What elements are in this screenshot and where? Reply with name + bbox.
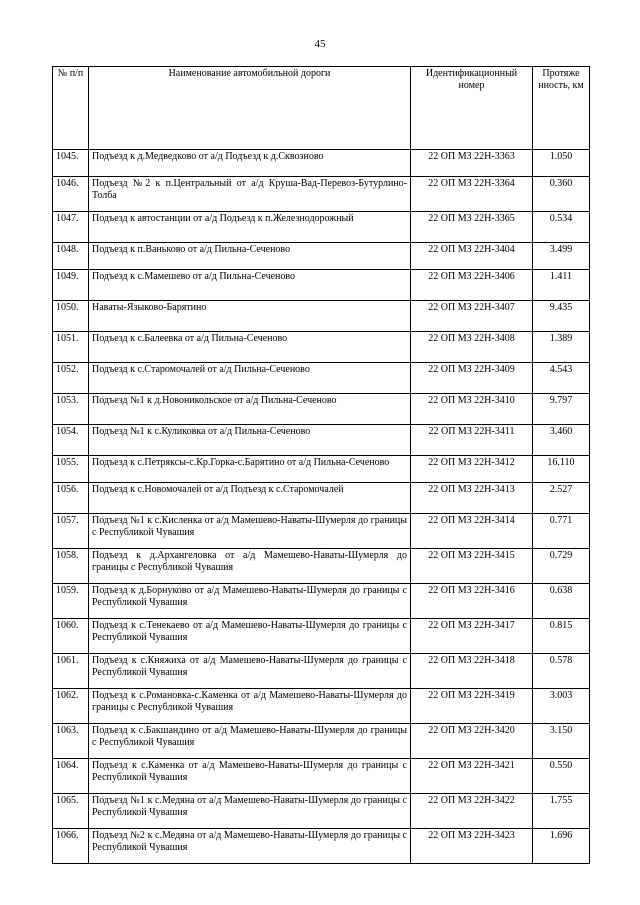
row-num: 1061. bbox=[53, 654, 89, 689]
row-num: 1046. bbox=[53, 177, 89, 212]
row-num: 1051. bbox=[53, 332, 89, 363]
row-num: 1065. bbox=[53, 794, 89, 829]
row-length: 16.110 bbox=[533, 456, 590, 483]
row-name: Подъезд №2 к п.Центральный от а/д Круша-Вад-Перевоз-Бутурлино-Толба bbox=[89, 177, 411, 212]
row-num: 1049. bbox=[53, 270, 89, 301]
row-name: Подъезд №1 к с.Медяна от а/д Мамешево-Наваты-Шумерля до границы с Республикой Чувашия bbox=[89, 794, 411, 829]
table-row bbox=[53, 270, 590, 301]
row-id: 22 ОП МЗ 22Н-3413 bbox=[411, 483, 533, 514]
row-length: 0.550 bbox=[533, 759, 590, 794]
row-id: 22 ОП МЗ 22Н-3411 bbox=[411, 425, 533, 456]
row-length: 3.499 bbox=[533, 243, 590, 270]
table-row bbox=[53, 514, 590, 549]
row-length: 1.755 bbox=[533, 794, 590, 829]
row-id: 22 ОП МЗ 22Н-3410 bbox=[411, 394, 533, 425]
row-num: 1062. bbox=[53, 689, 89, 724]
row-num: 1064. bbox=[53, 759, 89, 794]
row-id: 22 ОП МЗ 22Н-3404 bbox=[411, 243, 533, 270]
row-name: Подъезд №1 к с.Куликовка от а/д Пильна-Сеченово bbox=[89, 425, 411, 456]
table-row bbox=[53, 394, 590, 425]
row-id: 22 ОП МЗ 22Н-3420 bbox=[411, 724, 533, 759]
row-id: 22 ОП МЗ 22Н-3408 bbox=[411, 332, 533, 363]
table-row bbox=[53, 549, 590, 584]
table-row bbox=[53, 829, 590, 864]
row-name: Подъезд к с.Петряксы-с.Кр.Горка-с.Барятино от а/д Пильна-Сеченово bbox=[89, 456, 411, 483]
table-row bbox=[53, 332, 590, 363]
row-length: 0.815 bbox=[533, 619, 590, 654]
row-name: Подъезд к с.Романовка-с.Каменка от а/д Мамешево-Наваты-Шумерля до границы с Республикой Чувашия bbox=[89, 689, 411, 724]
row-length: 4.543 bbox=[533, 363, 590, 394]
row-id: 22 ОП МЗ 22Н-3422 bbox=[411, 794, 533, 829]
table-row bbox=[53, 363, 590, 394]
table-row bbox=[53, 794, 590, 829]
table-row bbox=[53, 689, 590, 724]
row-num: 1057. bbox=[53, 514, 89, 549]
table-row bbox=[53, 584, 590, 619]
row-length: 1.411 bbox=[533, 270, 590, 301]
row-length: 3.150 bbox=[533, 724, 590, 759]
row-id: 22 ОП МЗ 22Н-3409 bbox=[411, 363, 533, 394]
table-header-row bbox=[53, 67, 590, 150]
row-length: 0.638 bbox=[533, 584, 590, 619]
table-row bbox=[53, 177, 590, 212]
row-id: 22 ОП МЗ 22Н-3363 bbox=[411, 150, 533, 177]
table-row bbox=[53, 483, 590, 514]
row-num: 1060. bbox=[53, 619, 89, 654]
row-num: 1054. bbox=[53, 425, 89, 456]
row-length: 0.578 bbox=[533, 654, 590, 689]
row-name: Подъезд к д.Архангеловка от а/д Мамешево-Наваты-Шумерля до границы с Республикой Чувашия bbox=[89, 549, 411, 584]
header-name: Наименование автомобильной дороги bbox=[89, 67, 411, 150]
row-length: 9.435 bbox=[533, 301, 590, 332]
row-id: 22 ОП МЗ 22Н-3412 bbox=[411, 456, 533, 483]
table-row bbox=[53, 456, 590, 483]
table-row bbox=[53, 619, 590, 654]
row-name: Подъезд №2 к с.Медяна от а/д Мамешево-Наваты-Шумерля до границы с Республикой Чувашия bbox=[89, 829, 411, 864]
header-id: Идентификационный номер bbox=[411, 67, 533, 150]
row-name: Подъезд к с.Княжиха от а/д Мамешево-Наваты-Шумерля до границы с Республикой Чувашия bbox=[89, 654, 411, 689]
row-name: Подъезд к автостанции от а/д Подъезд к п.Железнодорожный bbox=[89, 212, 411, 243]
roads-table bbox=[52, 66, 590, 864]
row-num: 1066. bbox=[53, 829, 89, 864]
row-name: Наваты-Языково-Барятино bbox=[89, 301, 411, 332]
table-row bbox=[53, 724, 590, 759]
row-num: 1059. bbox=[53, 584, 89, 619]
page-number: 45 bbox=[314, 38, 326, 50]
row-id: 22 ОП МЗ 22Н-3407 bbox=[411, 301, 533, 332]
row-id: 22 ОП МЗ 22Н-3423 bbox=[411, 829, 533, 864]
row-name: Подъезд к с.Мамешево от а/д Пильна-Сеченово bbox=[89, 270, 411, 301]
row-length: 2.527 bbox=[533, 483, 590, 514]
row-id: 22 ОП МЗ 22Н-3406 bbox=[411, 270, 533, 301]
row-length: 3.460 bbox=[533, 425, 590, 456]
row-name: Подъезд к с.Новомочалей от а/д Подъезд к с.Старомочалей bbox=[89, 483, 411, 514]
header-length: Протяже нность, км bbox=[533, 67, 590, 150]
row-num: 1052. bbox=[53, 363, 89, 394]
row-num: 1053. bbox=[53, 394, 89, 425]
table-row bbox=[53, 301, 590, 332]
table-row bbox=[53, 212, 590, 243]
row-length: 1.050 bbox=[533, 150, 590, 177]
row-name: Подъезд к с.Бакшандино от а/д Мамешево-Наваты-Шумерля до границы с Республикой Чувашия bbox=[89, 724, 411, 759]
row-name: Подъезд к д.Медведково от а/д Подъезд к д.Сквозново bbox=[89, 150, 411, 177]
row-id: 22 ОП МЗ 22Н-3364 bbox=[411, 177, 533, 212]
row-name: Подъезд к с.Каменка от а/д Мамешево-Наваты-Шумерля до границы с Республикой Чувашия bbox=[89, 759, 411, 794]
row-num: 1048. bbox=[53, 243, 89, 270]
row-name: Подъезд №1 к д.Новоникольское от а/д Пильна-Сеченово bbox=[89, 394, 411, 425]
row-id: 22 ОП МЗ 22Н-3421 bbox=[411, 759, 533, 794]
table-row bbox=[53, 759, 590, 794]
row-num: 1045. bbox=[53, 150, 89, 177]
row-num: 1063. bbox=[53, 724, 89, 759]
row-id: 22 ОП МЗ 22Н-3415 bbox=[411, 549, 533, 584]
row-name: Подъезд к д.Борнуково от а/д Мамешево-Наваты-Шумерля до границы с Республикой Чувашия bbox=[89, 584, 411, 619]
row-num: 1047. bbox=[53, 212, 89, 243]
row-name: Подъезд к п.Ваньково от а/д Пильна-Сеченово bbox=[89, 243, 411, 270]
row-id: 22 ОП МЗ 22Н-3417 bbox=[411, 619, 533, 654]
row-num: 1058. bbox=[53, 549, 89, 584]
row-length: 0.534 bbox=[533, 212, 590, 243]
table-row bbox=[53, 654, 590, 689]
row-name: Подъезд к с.Тенекаево от а/д Мамешево-Наваты-Шумерля до границы с Республикой Чувашия bbox=[89, 619, 411, 654]
row-id: 22 ОП МЗ 22Н-3419 bbox=[411, 689, 533, 724]
row-num: 1056. bbox=[53, 483, 89, 514]
row-length: 0.360 bbox=[533, 177, 590, 212]
row-id: 22 ОП МЗ 22Н-3416 bbox=[411, 584, 533, 619]
table-row bbox=[53, 243, 590, 270]
row-length: 3.003 bbox=[533, 689, 590, 724]
row-length: 1.696 bbox=[533, 829, 590, 864]
row-name: Подъезд №1 к с.Кисленка от а/д Мамешево-Наваты-Шумерля до границы с Республикой Чувашия bbox=[89, 514, 411, 549]
row-length: 9.797 bbox=[533, 394, 590, 425]
row-id: 22 ОП МЗ 22Н-3414 bbox=[411, 514, 533, 549]
row-id: 22 ОП МЗ 22Н-3418 bbox=[411, 654, 533, 689]
row-name: Подъезд к с.Балеевка от а/д Пильна-Сеченово bbox=[89, 332, 411, 363]
row-name: Подъезд к с.Старомочалей от а/д Пильна-Сеченово bbox=[89, 363, 411, 394]
row-length: 1.389 bbox=[533, 332, 590, 363]
row-length: 0.729 bbox=[533, 549, 590, 584]
row-id: 22 ОП МЗ 22Н-3365 bbox=[411, 212, 533, 243]
table-row bbox=[53, 425, 590, 456]
row-length: 0.771 bbox=[533, 514, 590, 549]
row-num: 1050. bbox=[53, 301, 89, 332]
header-num: № п/п bbox=[53, 67, 89, 150]
row-num: 1055. bbox=[53, 456, 89, 483]
table-row bbox=[53, 150, 590, 177]
